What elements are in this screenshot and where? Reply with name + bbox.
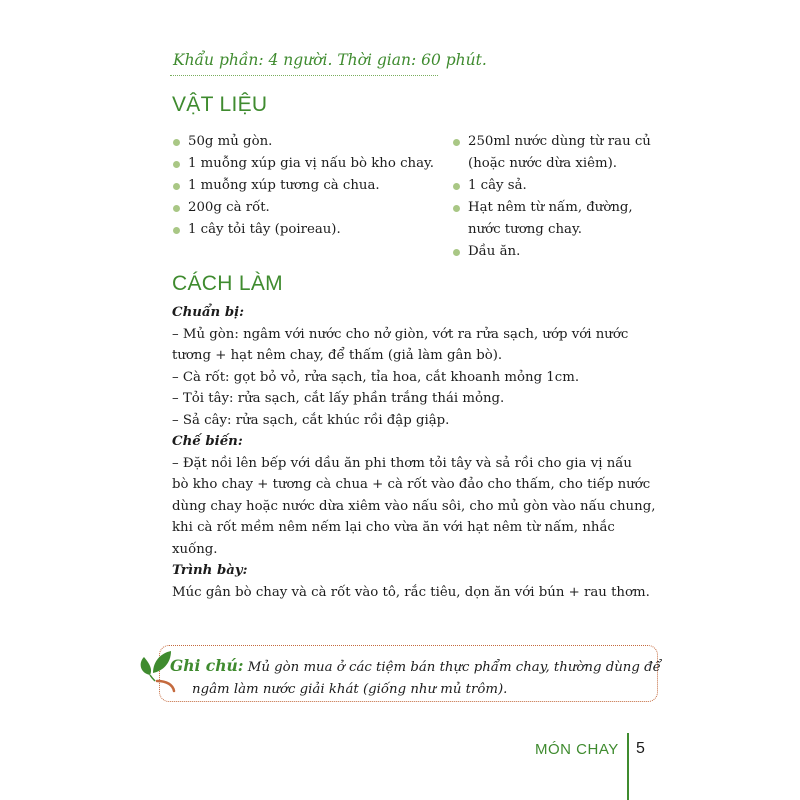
prep-line: – Mủ gòn: ngâm với nước cho nở giòn, vớt ra rửa sạch, ướp với nước [172, 326, 629, 342]
bullet-dot [173, 161, 180, 168]
footer-divider [627, 733, 629, 800]
list-item [172, 197, 434, 219]
ingredient-text: 1 muỗng xúp gia vị nấu bò kho chay. [188, 156, 435, 171]
servings-divider [170, 75, 438, 76]
list-item [452, 175, 651, 197]
cook-line: dùng chay hoặc nước dừa xiêm vào nấu sôi, cho mủ gòn vào nấu chung, [172, 498, 656, 514]
list-item [452, 241, 651, 263]
ingredient-text: 50g mủ gòn. [188, 134, 273, 149]
cook-line: xuống. [172, 541, 218, 557]
cook-line: – Đặt nồi lên bếp với dầu ăn phi thơm tỏi tây và sả rồi cho gia vị nấu [172, 455, 632, 471]
note-label: Ghi chú: [170, 656, 244, 675]
bullet-dot [453, 205, 460, 212]
bullet-dot [173, 227, 180, 234]
ingredient-text: Hạt nêm từ nấm, đường, [468, 200, 633, 215]
ingredient-text-cont: (hoặc nước dừa xiêm). [468, 156, 618, 171]
ingredient-text: 1 cây tỏi tây (poireau). [188, 222, 341, 237]
ingredient-text: Dầu ăn. [468, 244, 521, 259]
footer-section-title: MÓN CHAY [535, 741, 619, 758]
method-heading: CÁCH LÀM [172, 272, 283, 295]
prep-line: – Sả cây: rửa sạch, cắt khúc rồi đập giập. [172, 412, 450, 428]
bullet-dot [453, 183, 460, 190]
prep-line: – Cà rốt: gọt bỏ vỏ, rửa sạch, tỉa hoa, cắt khoanh mỏng 1cm. [172, 369, 580, 385]
note-line-2: ngâm làm nước giải khát (giống như mủ trôm). [192, 682, 508, 697]
bullet-dot [453, 249, 460, 256]
ingredient-text-cont: nước tương chay. [468, 222, 582, 237]
prep-line: – Tỏi tây: rửa sạch, cắt lấy phần trắng thái mỏng. [172, 391, 505, 406]
page-number: 5 [636, 740, 645, 757]
ingredient-text: 1 muỗng xúp tương cà chua. [188, 178, 380, 193]
servings-time: Khẩu phần: 4 người. Thời gian: 60 phút. [173, 51, 487, 69]
list-item [172, 153, 434, 175]
prep-heading: Chuẩn bị: [172, 305, 245, 320]
list-item [172, 219, 434, 241]
cook-line: khi cà rốt mềm nêm nếm lại cho vừa ăn với hạt nêm từ nấm, nhắc [172, 520, 615, 535]
ingredient-text: 1 cây sả. [468, 178, 527, 193]
list-item [172, 175, 434, 197]
serve-heading: Trình bày: [172, 563, 248, 578]
bullet-dot [173, 205, 180, 212]
method-body [172, 302, 656, 603]
prep-line: tương + hạt nêm chay, để thấm (giả làm gân bò). [172, 348, 503, 363]
note-line-1: Mủ gòn mua ở các tiệm bán thực phẩm chay, thường dùng để [247, 660, 661, 675]
cook-heading: Chế biến: [172, 434, 243, 449]
ingredients-list-left [172, 131, 434, 241]
ingredients-list-right [452, 131, 651, 263]
ingredient-text: 200g cà rốt. [188, 200, 270, 215]
bullet-dot [173, 139, 180, 146]
ingredients-heading: VẬT LIỆU [172, 93, 268, 116]
list-item [172, 131, 434, 153]
note-text [170, 655, 660, 701]
bullet-dot [453, 139, 460, 146]
serve-line: Múc gân bò chay và cà rốt vào tô, rắc tiêu, dọn ăn với bún + rau thơm. [172, 584, 650, 600]
ingredient-text: 250ml nước dùng từ rau củ [468, 134, 651, 149]
list-item [452, 131, 651, 175]
bullet-dot [173, 183, 180, 190]
cook-line: bò kho chay + tương cà chua + cà rốt vào đảo cho thấm, cho tiếp nước [172, 477, 651, 492]
list-item [452, 197, 651, 241]
